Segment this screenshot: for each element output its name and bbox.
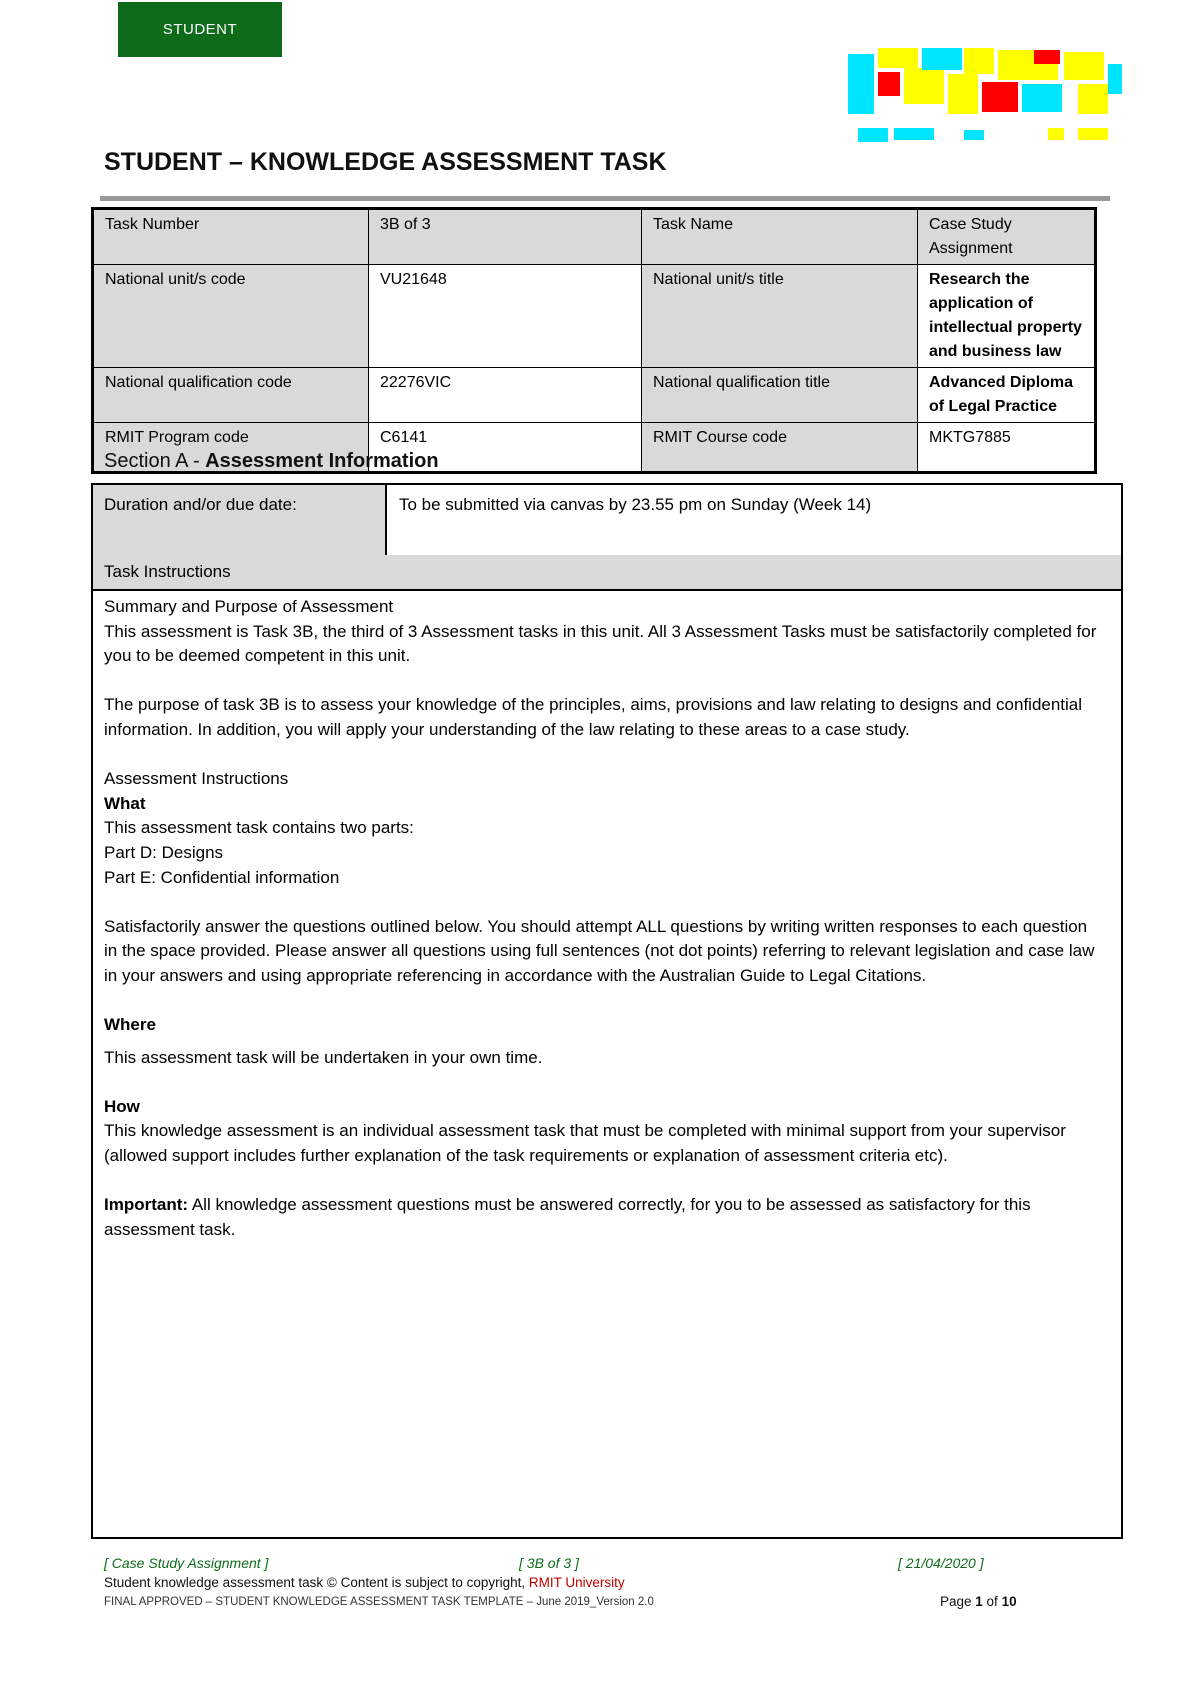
due-date-row (93, 485, 1121, 557)
where-paragraph: This assessment task will be undertaken in your own time. (104, 1047, 543, 1067)
table-row (93, 209, 1096, 265)
what-line-2: Part D: Designs (104, 842, 224, 862)
how-heading: How (104, 1096, 140, 1116)
course-code-value: MKTG7885 (918, 423, 1096, 473)
answer-paragraph: Satisfactorily answer the questions outlined below. You should attempt ALL questions by writing written responses to each question in the space provided. Please answer all questions using full sentences (not dot points) referring to relevant legislation and case law in your answers and using appropriate referencing in accordance with the Australian Guide to Legal Citations. (104, 916, 1095, 985)
copyright-text: Student knowledge assessment task © Content is subject to copyright, (104, 1575, 529, 1590)
important-label: Important: (104, 1195, 189, 1215)
section-a-title (104, 450, 439, 473)
important-paragraph (104, 1193, 1104, 1242)
qualification-title-value: Advanced Diploma of Legal Practice (918, 368, 1096, 423)
what-line-3: Part E: Confidential information (104, 867, 340, 887)
footer-meta (0, 1555, 1200, 1577)
how-paragraph: This knowledge assessment is an individual assessment task that must be completed with minimal support from your supervisor (allowed support includes further explanation of the task requirements or explanation of assessment criteria etc). (104, 1121, 1066, 1166)
task-instructions-body (104, 595, 1104, 1242)
task-instructions-header: Task Instructions (93, 555, 1121, 591)
assessment-info-box (91, 483, 1123, 1539)
page-label: Page (940, 1594, 976, 1609)
task-number-value: 3B of 3 (369, 209, 642, 265)
footer-date: [ 21/04/2020 ] (898, 1555, 984, 1571)
qualification-code-value: 22276VIC (369, 368, 642, 423)
where-heading: Where (104, 1015, 156, 1035)
task-name-value: Case Study Assignment (918, 209, 1096, 265)
task-name-label: Task Name (642, 209, 918, 265)
instructions-heading: Assessment Instructions (104, 769, 289, 789)
svg-text:RMIT UNIVERSITY: RMIT UNIVERSITY (898, 117, 1003, 131)
qualification-code-label: National qualification code (93, 368, 369, 423)
student-badge: STUDENT (118, 2, 282, 57)
copyright-org: RMIT University (528, 1575, 625, 1590)
what-line-1: This assessment task contains two parts: (104, 818, 414, 838)
important-text: All knowledge assessment questions must be answered correctly, for you to be assessed as satisfactory for this assessment task. (104, 1195, 1031, 1239)
document-title: STUDENT – KNOWLEDGE ASSESSMENT TASK (104, 148, 667, 176)
page-of: of (982, 1594, 1002, 1609)
footer-template-note: FINAL APPROVED – STUDENT KNOWLEDGE ASSESSMENT TASK TEMPLATE – June 2019_Version 2.0 (104, 1596, 654, 1608)
rmit-logo (838, 44, 1138, 154)
footer-task-number: [ 3B of 3 ] (519, 1555, 579, 1571)
summary-paragraph-1: This assessment is Task 3B, the third of 3 Assessment tasks in this unit. All 3 Assessment Tasks must be satisfactorily completed for you to be deemed competent in this unit. (104, 621, 1097, 666)
summary-paragraph-2: The purpose of task 3B is to assess your knowledge of the principles, aims, provisions and law relating to designs and confidential information. In addition, you will apply your understanding of the law relating to these areas to a case study. (104, 695, 1083, 739)
summary-heading: Summary and Purpose of Assessment (104, 597, 394, 616)
qualification-title-label: National qualification title (642, 368, 918, 423)
footer-copyright (104, 1575, 625, 1590)
page-total: 10 (1001, 1594, 1017, 1609)
course-code-label: RMIT Course code (642, 423, 918, 473)
due-date-label: Duration and/or due date: (93, 485, 387, 555)
unit-code-label: National unit/s code (93, 265, 369, 368)
table-row (93, 265, 1096, 368)
section-a-prefix: Section A - (104, 450, 206, 472)
program-code-value: C6141 (369, 423, 642, 473)
table-row (93, 368, 1096, 423)
task-info-table (91, 207, 1097, 474)
section-a-heading: Assessment Information (205, 450, 439, 472)
unit-title-label: National unit/s title (642, 265, 918, 368)
footer-task-name: [ Case Study Assignment ] (104, 1555, 269, 1571)
unit-code-value: VU21648 (369, 265, 642, 368)
due-date-value: To be submitted via canvas by 23.55 pm on Sunday (Week 14) (399, 495, 872, 514)
program-code-label: RMIT Program code (93, 423, 369, 473)
what-heading: What (104, 793, 146, 813)
title-rule (100, 196, 1110, 201)
page-current: 1 (975, 1594, 983, 1609)
task-number-label: Task Number (93, 209, 369, 265)
page-number (940, 1594, 1017, 1609)
unit-title-value: Research the application of intellectual property and business law (918, 265, 1096, 368)
